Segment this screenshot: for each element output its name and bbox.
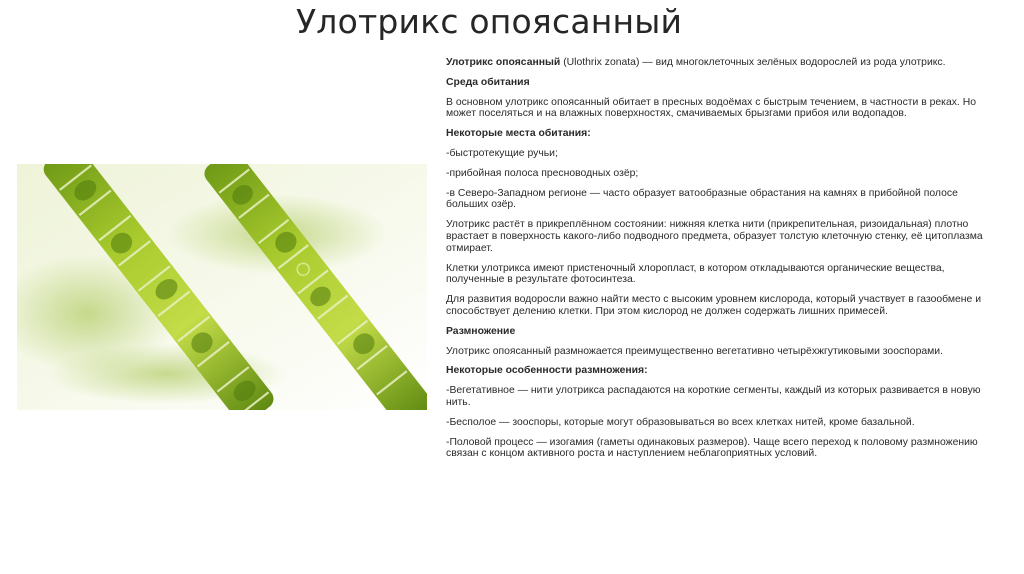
intro-term: Улотрикс опоясанный (446, 57, 561, 68)
chloroplast-text: Клетки улотрикса имеют пристеночный хлоропласт, в котором откладываются органические вещества, полученные в результате фотосинтеза. (446, 262, 945, 286)
slide-title: Улотрикс опоясанный (296, 2, 683, 41)
reproduction-text: Улотрикс опоясанный размножается преимущественно вегетативно четырёхжгутиковыми зооспорами. (446, 345, 943, 357)
attachment-text: Улотрикс растёт в прикреплённом состоянии: нижняя клетка нити (прикрепительная, ризоидальная) плотно врастает в поверхность какого-либо подводного предмета, образует толстую клеточную стенку, её цитоплазма отмирает. (446, 219, 983, 254)
oxygen-text: Для развития водоросли важно найти место с высоким уровнем кислорода, который участвует в газообмене и способствует делению клетки. При этом кислород не должен содержать лишних примесей. (446, 294, 981, 317)
habitat-heading: Среда обитания (446, 76, 530, 88)
reproduction-heading: Размножение (446, 325, 516, 337)
features-item-3: -Половой процесс — изогамия (гаметы одинаковых размеров). Чаще всего переход к половому размножению связан с концом активного роста и наступлением неблагоприятных условий. (446, 436, 978, 460)
places-item-3: -в Северо-Западном регионе — часто образует ватообразные обрастания на камнях в прибойной полосе больших озёр. (446, 187, 958, 211)
ulothrix-filaments-photo (17, 164, 427, 410)
intro-rest: (Ulothrix zonata) — вид многоклеточных зелёных водорослей из рода улотрикс. (560, 57, 946, 68)
places-item-2: -прибойная полоса пресноводных озёр; (446, 167, 639, 179)
features-item-1: -Вегетативное — нити улотрикса распадаются на короткие сегменты, каждый из которых развивается в новую нить. (446, 385, 981, 408)
habitat-text: В основном улотрикс опоясанный обитает в пресных водоёмах с быстрым течением, в частности в реках. Но может поселяться и на влажных поверхностях, смачиваемых брызгами прибоя или водопадов. (446, 96, 976, 120)
places-heading: Некоторые места обитания: (446, 128, 591, 140)
article-text (446, 57, 994, 468)
filaments-illustration (17, 164, 427, 410)
features-item-2: -Бесполое — зооспоры, которые могут образовываться во всех клетках нитей, кроме базальной. (446, 416, 915, 428)
intro-paragraph (446, 57, 994, 69)
places-item-1: -быстротекущие ручьи; (446, 147, 558, 159)
features-heading: Некоторые особенности размножения: (446, 365, 648, 377)
